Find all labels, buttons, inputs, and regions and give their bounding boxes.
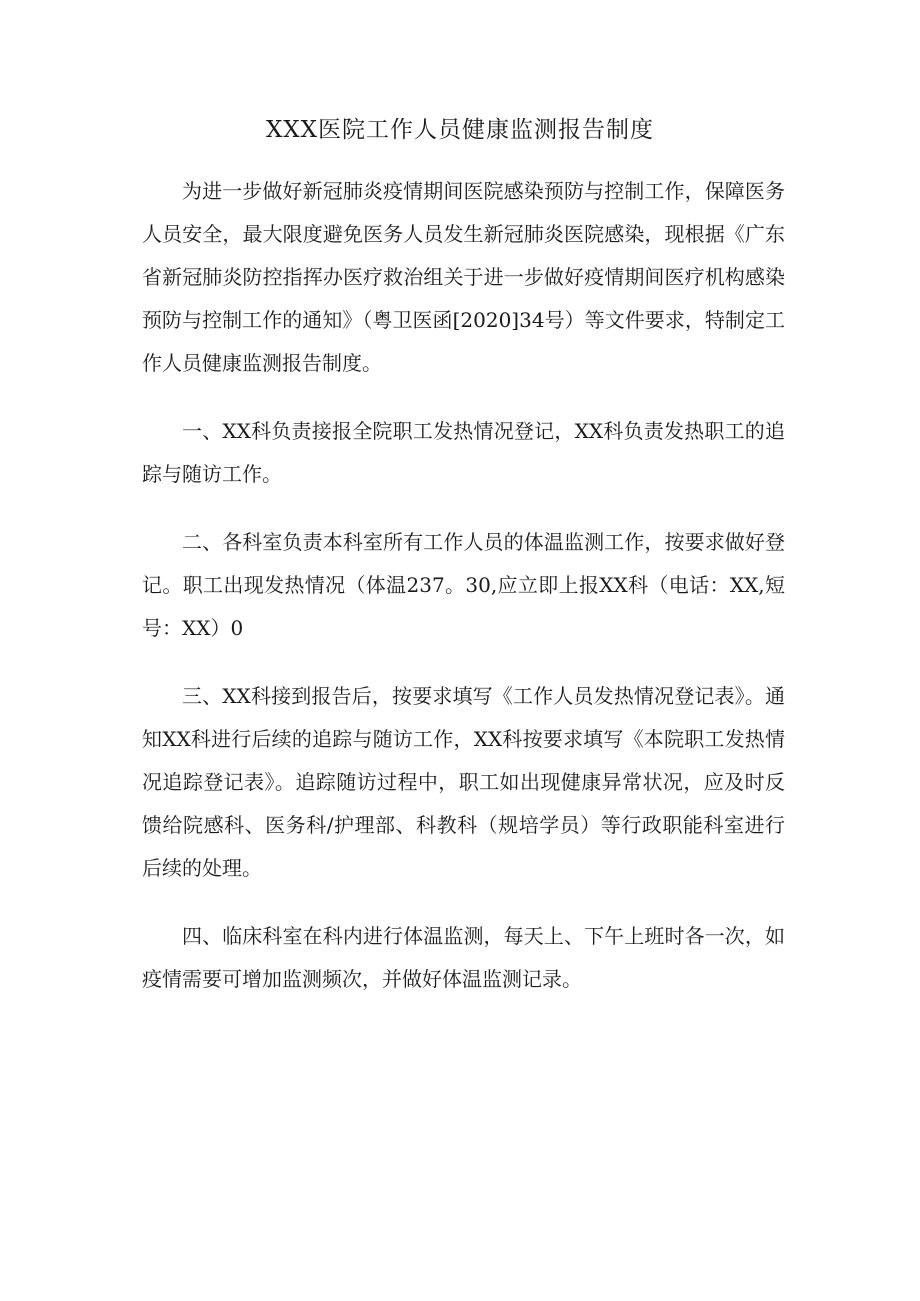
document-body — [142, 170, 785, 1026]
document-title: XXX医院工作人员健康监测报告制度 — [265, 117, 655, 143]
paragraph-intro: 为进一步做好新冠肺炎疫情期间医院感染预防与控制工作，保障医务人员安全，最大限度避免医务人员发生新冠肺炎医院感染，现根据《广东省新冠肺炎防控指挥办医疗救治组关于进一步做好疫情期间医疗机构感染预防与控制工作的通知》（粤卫医函[2020]34号）等文件要求，特制定工作人员健康监测报告制度。 — [142, 179, 785, 375]
paragraph-item-1: 一、XX科负责接报全院职工发热情况登记，XX科负责发热职工的追踪与随访工作。 — [142, 419, 785, 486]
paragraph-item-4: 四、临床科室在科内进行体温监测，每天上、下午上班时各一次，如疫情需要可增加监测频次，并做好体温监测记录。 — [142, 924, 785, 991]
paragraph-item-2: 二、各科室负责本科室所有工作人员的体温监测工作，按要求做好登记。职工出现发热情况（体温237。30,应立即上报XX科（电话：XX,短号：XX）0 — [142, 530, 785, 640]
paragraph-item-3: 三、XX科接到报告后，按要求填写《工作人员发热情况登记表》。通知XX科进行后续的追踪与随访工作，XX科按要求填写《本院职工发热情况追踪登记表》。追踪随访过程中，职工如出现健康异常状况，应及时反馈给院感科、医务科/护理部、科教科（规培学员）等行政职能科室进行后续的处理。 — [142, 684, 785, 880]
